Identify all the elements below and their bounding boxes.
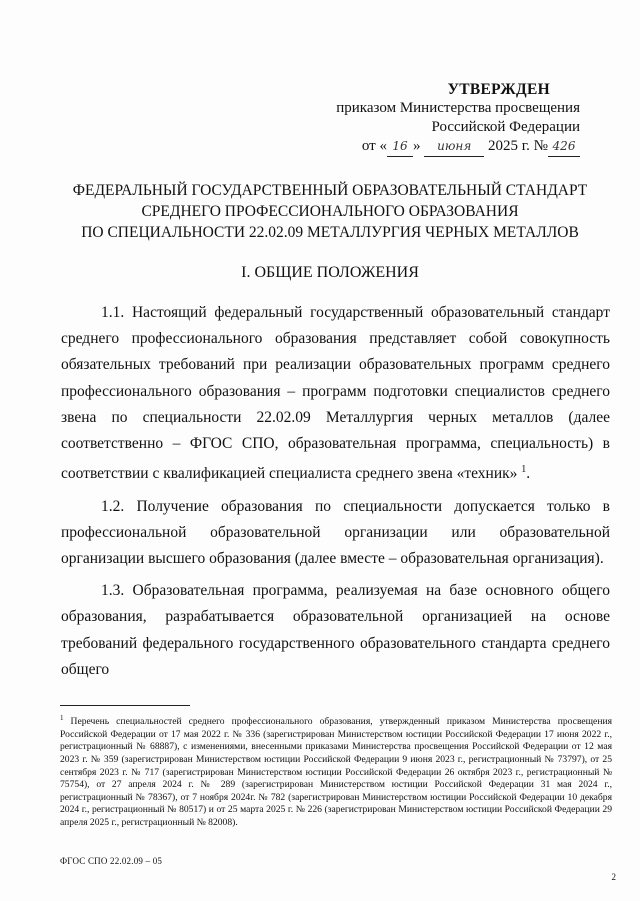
approval-line-2: Российской Федерации [431, 119, 580, 135]
paragraph-1-1-end: . [526, 465, 531, 483]
section-title: I. ОБЩИЕ ПОЛОЖЕНИЯ [241, 264, 419, 281]
document-heading [60, 180, 600, 243]
order-number: 426 [548, 137, 580, 157]
footnote-text: Перечень специальностей среднего профессионального образования, утвержденный приказом Министерства просвещения Российской Федерации от 17 мая 2022 г. № 336 (зарегистрирован Министерством юстиции Российской Федерации 17 июня 2022 г., регистрационный № 68887), с изменениями, внесенными приказами Министерства просвещения Российской Федерации от 12 мая 2023 г. № 359 (зарегистрирован Министерством юстиции Российской Федерации 9 июня 2023 г., регистрационный № 73797), от 25 сентября 2023 г. № 717 (зарегистрирован Министерством юстиции Российской Федерации 26 октября 2023 г., регистрационный № 75754), от 27 апреля 2024 г. № 289 (зарегистрирован Министерством юстиции Российской Федерации 31 мая 2024 г., регистрационный № 78367), от 7 ноября 2024г. № 782 (зарегистрирован Министерством юстиции Российской Федерации 10 декабря 2024 г., регистрационный № 80517) и от 25 марта 2025 г. № 226 (зарегистрирован Министерством юстиции Российской Федерации 29 апреля 2025 г., регистрационный № 82008). [60, 716, 612, 828]
document-body [61, 300, 610, 689]
approval-line-1: приказом Министерства просвещения [336, 100, 580, 116]
heading-line-1: ФЕДЕРАЛЬНЫЙ ГОСУДАРСТВЕННЫЙ ОБРАЗОВАТЕЛЬНЫЙ СТАНДАРТ [72, 182, 588, 199]
order-day: 16 [387, 137, 413, 157]
heading-line-2: СРЕДНЕГО ПРОФЕССИОНАЛЬНОГО ОБРАЗОВАНИЯ [141, 203, 519, 220]
approval-block [320, 80, 580, 157]
footnote [60, 712, 612, 830]
footnote-marker: 1 [60, 714, 64, 722]
order-mid: » [412, 138, 421, 154]
order-month: июня [424, 137, 484, 157]
heading-line-3: ПО СПЕЦИАЛЬНОСТИ 22.02.09 МЕТАЛЛУРГИЯ ЧЕРНЫХ МЕТАЛЛОВ [81, 224, 579, 241]
approval-title: УТВЕРЖДЕН [447, 81, 550, 98]
approval-order-line [320, 137, 580, 157]
paragraph-1-1 [61, 300, 610, 488]
footer-code: ФГОС СПО 22.02.09 – 05 [60, 856, 163, 866]
order-prefix: от « [361, 138, 387, 154]
footnote-ref: 1 [521, 464, 527, 476]
paragraph-1-1-text: 1.1. Настоящий федеральный государственный образовательный стандарт среднего профессионального образования представляет собой совокупность обязательных требований при реализации образовательных программ среднего профессионального образования – программ подготовки специалистов среднего звена по специальности 22.02.09 Металлургия черных металлов (далее соответственно – ФГОС СПО, образовательная программа, специальность) в соответствии с квалификацией специалиста среднего звена «техник» [61, 304, 610, 483]
order-year: 2025 г. № [487, 138, 548, 154]
paragraph-1-2: 1.2. Получение образования по специальности допускается только в профессиональной образовательной организации или образовательной организации высшего образования (далее вместе – образовательная организация). [61, 497, 610, 567]
footnote-separator [60, 705, 190, 706]
paragraph-1-3: 1.3. Образовательная программа, реализуемая на базе основного общего образования, разрабатывается образовательной организацией на основе требований федерального государственного образовательного стандарта среднего общего [61, 582, 610, 678]
page-number: 2 [611, 872, 616, 882]
